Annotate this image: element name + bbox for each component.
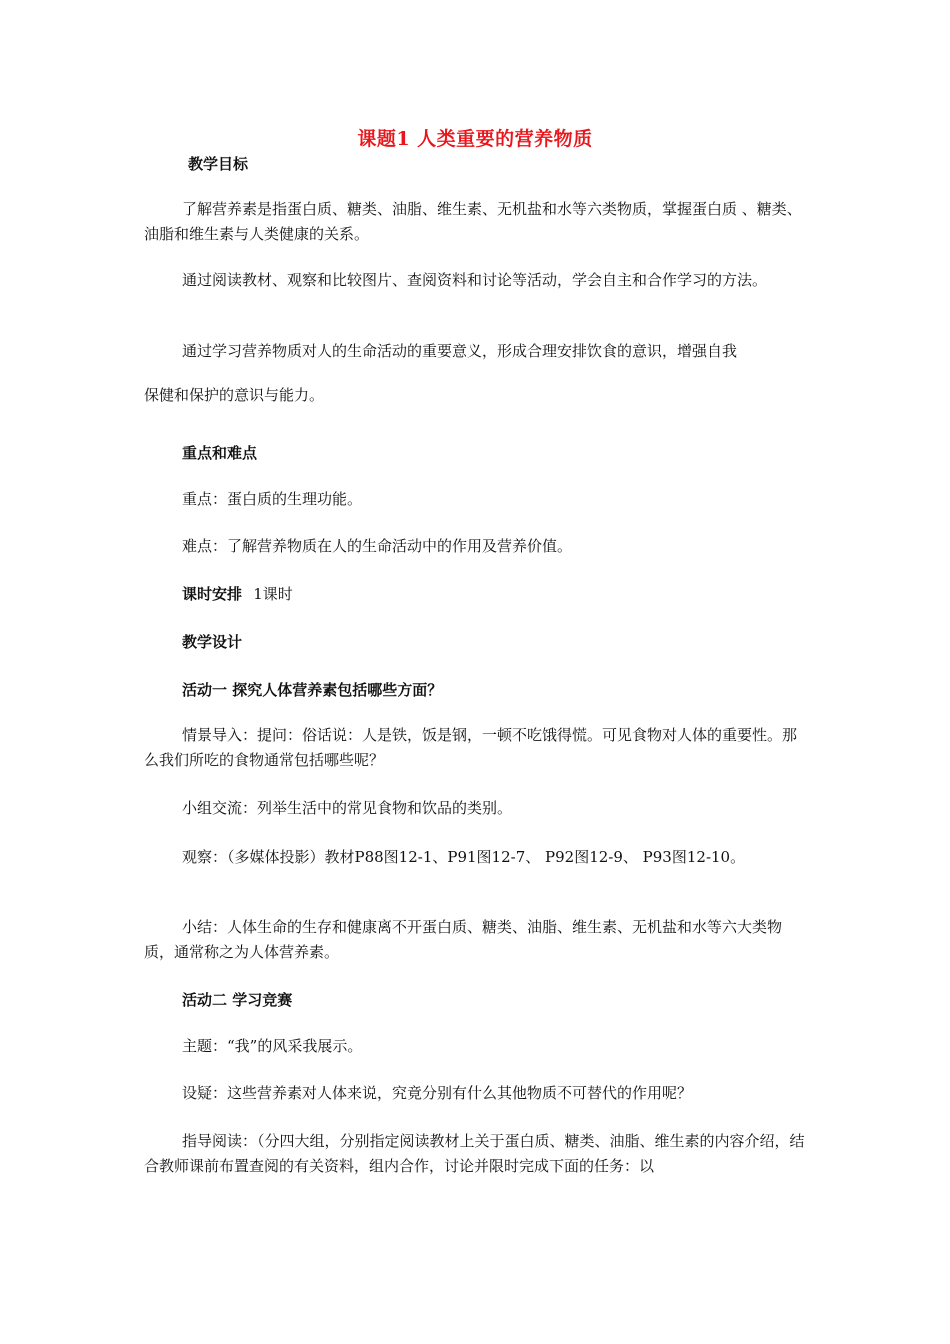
activity-2-reading-guide: 指导阅读：（分四大组，分别指定阅读教材上关于蛋白质、糖类、油脂、维生素的内容介绍，结合教师课前布置查阅的有关资料，组内合作，讨论并限时完成下面的任务：以 xyxy=(144,1132,805,1175)
activity-1-summary: 小结：人体生命的生存和健康离不开蛋白质、糖类、油脂、维生素、无机盐和水等六大类物质，通常称之为人体营养素。 xyxy=(144,918,783,961)
activity-2-heading: 活动二 学习竞赛 xyxy=(182,991,293,1009)
difficult-point-text: 难点：了解营养物质在人的生命活动中的作用及营养价值。 xyxy=(182,537,573,555)
design-heading: 教学设计 xyxy=(182,633,243,651)
key-point-text: 重点：蛋白质的生理功能。 xyxy=(182,490,363,508)
schedule-label: 课时安排 xyxy=(182,585,243,603)
activity-1-observe: 观察：（多媒体投影）教材P88图12-1、P91图12-7、 P92图12-9、 P93图12-10。 xyxy=(182,848,746,866)
schedule-line xyxy=(182,583,293,604)
schedule-value: 1课时 xyxy=(253,585,293,603)
lesson-title: 课题1 人类重要的营养物质 xyxy=(357,128,593,150)
activity-1-heading: 活动一 探究人体营养素包括哪些方面？ xyxy=(182,681,443,699)
activity-2-theme: 主题：“我”的风采我展示。 xyxy=(182,1037,363,1055)
objective-paragraph-3-line-2: 保健和保护的意识与能力。 xyxy=(144,386,325,404)
objective-paragraph-3-line-1: 通过学习营养物质对人的生命活动的重要意义，形成合理安排饮食的意识，增强自我 xyxy=(182,342,738,360)
objective-paragraph-1: 了解营养素是指蛋白质、糖类、油脂、维生素、无机盐和水等六类物质，掌握蛋白质 、糖类、油脂和维生素与人类健康的关系。 xyxy=(144,200,802,243)
activity-1-intro: 情景导入：提问：俗话说：人是铁，饭是钢，一顿不吃饿得慌。可见食物对人体的重要性。那么我们所吃的食物通常包括哪些呢？ xyxy=(144,726,798,769)
key-points-heading: 重点和难点 xyxy=(182,444,258,462)
activity-1-group-discussion: 小组交流：列举生活中的常见食物和饮品的类别。 xyxy=(182,799,513,817)
objectives-heading: 教学目标 xyxy=(188,155,249,173)
objective-paragraph-2: 通过阅读教材、观察和比较图片、查阅资料和讨论等活动，学会自主和合作学习的方法。 xyxy=(182,271,768,289)
activity-2-question: 设疑：这些营养素对人体来说，究竟分别有什么其他物质不可替代的作用呢？ xyxy=(182,1084,693,1102)
